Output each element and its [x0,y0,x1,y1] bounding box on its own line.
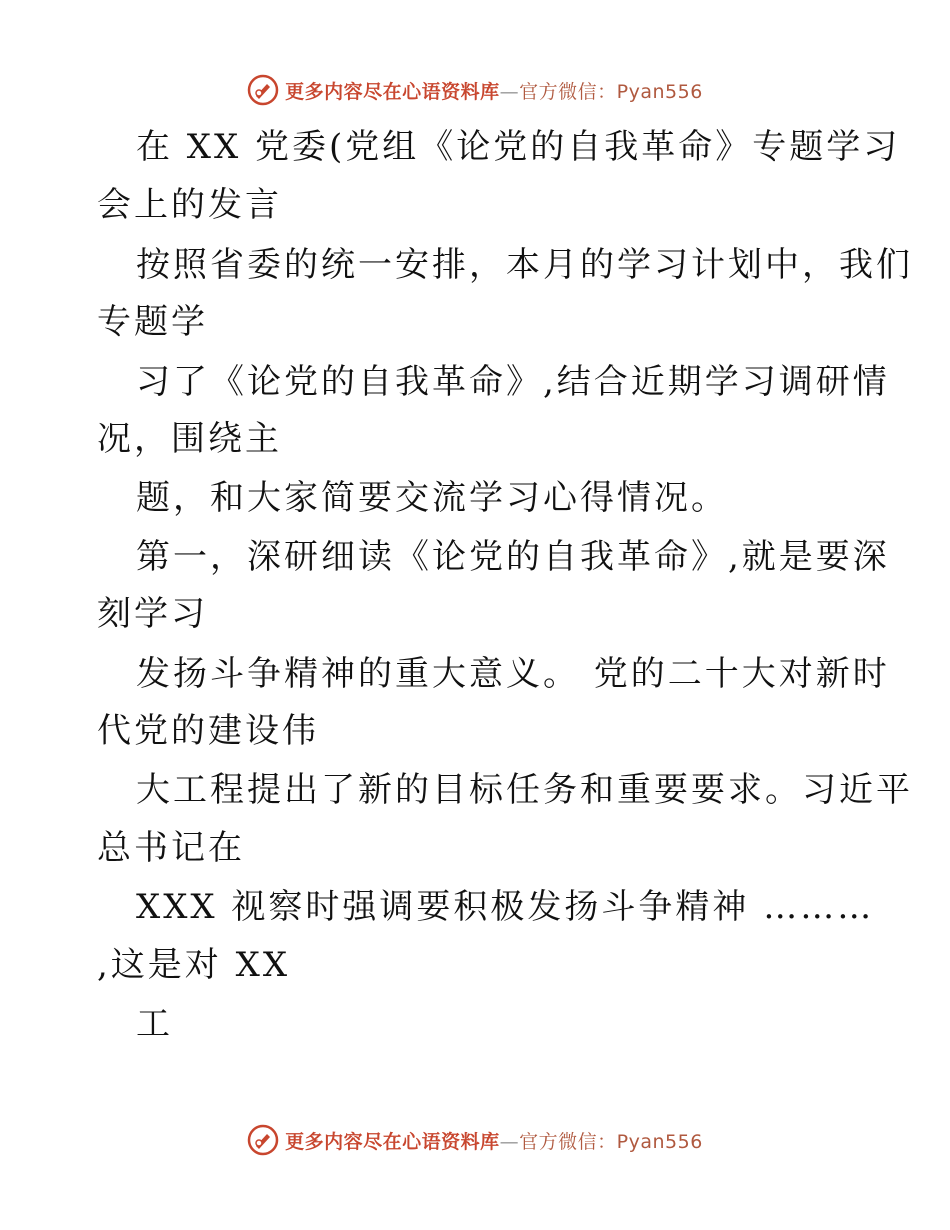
doc-line: 工 [136,1004,173,1044]
doc-line: 总书记在 [97,828,245,868]
watermark-wechat: 官方微信：Pyan556 [519,80,703,103]
doc-line: 大工程提出了新的目标任务和重要要求。习近平 [136,770,913,810]
watermark-wechat: 官方微信：Pyan556 [519,1130,703,1153]
doc-line: 刻学习 [97,594,208,634]
doc-line: 况，围绕主 [97,419,282,459]
footer-watermark [0,1120,950,1160]
brand-logo-icon [247,1124,279,1156]
doc-line: XXX 视察时强调要积极发扬斗争精神 ……… [136,887,875,927]
watermark-separator: — [499,1130,520,1153]
doc-line: 第一，深研细读《论党的自我革命》,就是要深 [136,537,890,577]
watermark-text [285,1127,703,1154]
doc-line: 习了《论党的自我革命》,结合近期学习调研情 [136,362,890,402]
doc-line: 专题学 [97,302,208,342]
doc-line: 发扬斗争精神的重大意义。 党的二十大对新时 [136,654,890,694]
watermark-main: 更多内容尽在心语资料库 [285,1130,500,1153]
watermark-separator: — [499,80,520,103]
doc-line: 代党的建设伟 [97,711,319,751]
doc-line: ,这是对 XX [97,945,291,985]
doc-line: 在 XX 党委(党组《论党的自我革命》专题学习 [136,127,901,167]
doc-line: 题，和大家简要交流学习心得情况。 [136,478,728,518]
doc-line: 会上的发言 [97,185,282,225]
watermark-main: 更多内容尽在心语资料库 [285,80,500,103]
doc-line: 按照省委的统一安排，本月的学习计划中，我们 [136,245,913,285]
